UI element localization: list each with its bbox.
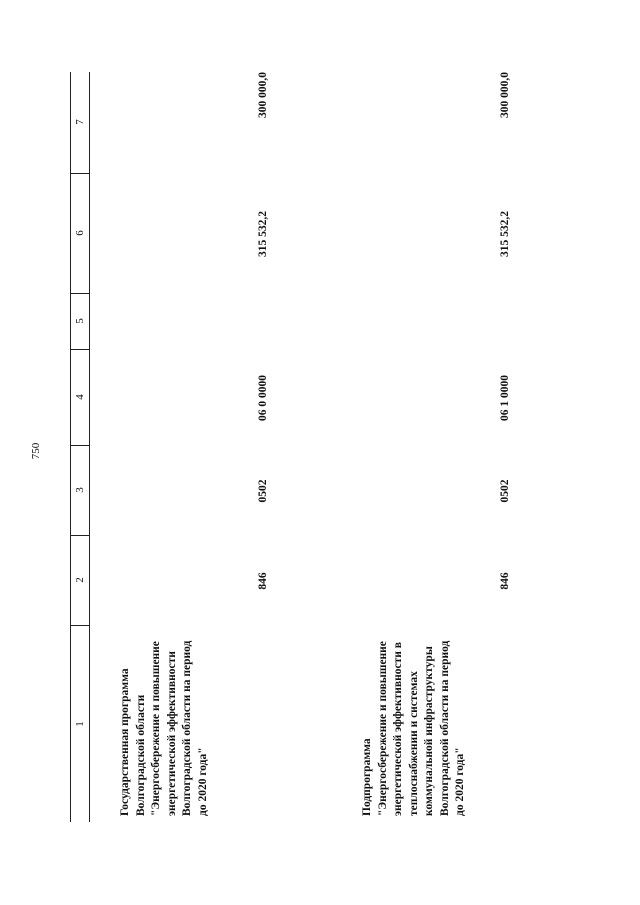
row-col-4: 06 1 0000 — [499, 375, 511, 421]
header-col-2: 2 — [71, 535, 89, 626]
row-col-2: 846 — [499, 572, 511, 590]
header-col-6: 6 — [71, 173, 89, 294]
row-col-6: 315 532,2 — [257, 211, 269, 257]
header-col-5: 5 — [71, 293, 89, 350]
row-name: Подпрограмма "Энергосбережение и повышение энергетической эффективности в теплоснабжении и системах коммунальной инфраструктуры Волгоградской области на период до 2020 года" — [361, 640, 466, 816]
row-col-2: 846 — [257, 572, 269, 590]
row-name: Государственная программа Волгоградской области "Энергосбережение и повышение энергетической эффективности Волгоградской области на период до 2020 года" — [119, 640, 209, 816]
header-col-3: 3 — [71, 445, 89, 536]
row-col-4: 06 0 0000 — [257, 375, 269, 421]
row-col-7: 300 000,0 — [257, 72, 269, 118]
header-col-1: 1 — [74, 721, 86, 727]
table-header — [70, 72, 90, 822]
header-col-7: 7 — [71, 71, 89, 174]
row-col-3: 0502 — [257, 479, 269, 503]
budget-table — [70, 72, 530, 822]
row-col-7: 300 000,0 — [499, 72, 511, 118]
page-number: 750 — [30, 442, 42, 460]
row-col-3: 0502 — [499, 479, 511, 503]
header-col-4: 4 — [71, 349, 89, 446]
row-col-6: 315 532,2 — [499, 211, 511, 257]
